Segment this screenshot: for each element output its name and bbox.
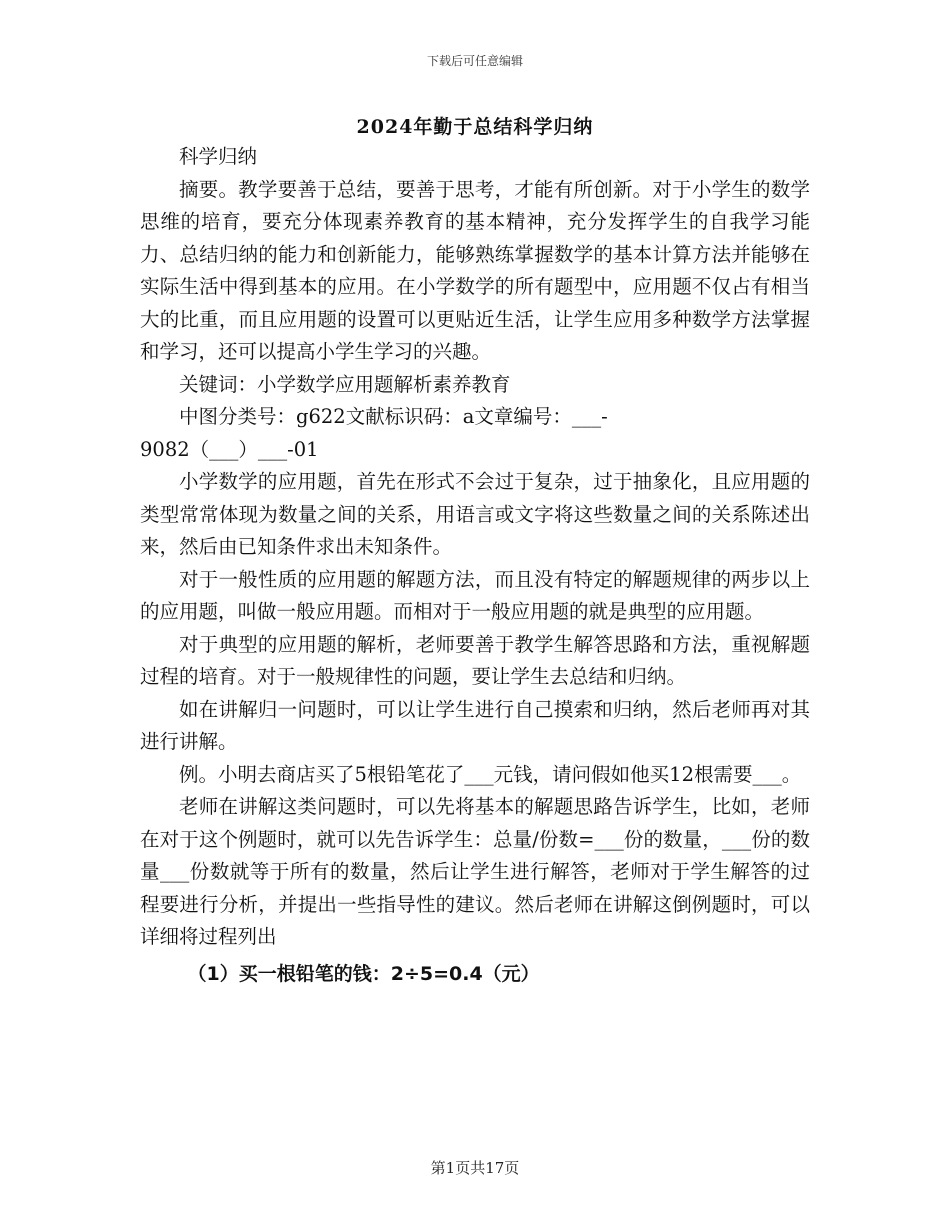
section-heading: 科学归纳 <box>179 145 258 168</box>
classification-line: 中图分类号：g622文献标识码：a文章编号：___- <box>179 405 608 428</box>
keywords-line: 关键词：小学数学应用题解析素养教育 <box>179 372 511 396</box>
body-paragraph: 老师在讲解这类问题时，可以先将基本的解题思路告诉学生，比如，老师在对于这个例题时，就可以先告诉学生：总量/份数=___份的数量，___份的数量___份数就等于所有的数量，然后让学生进行解答，老师对于学生解答的过程要进行分析，并提出一些指导性的建议。然后老师在讲解这倒例题时，可以详细将过程列出 <box>140 795 810 948</box>
document-title: 2024年勤于总结科学归纳 <box>356 116 594 138</box>
page-footer: 第1页共17页 <box>430 1159 520 1177</box>
example-paragraph: 例。小明去商店买了5根铅笔花了___元钱，请问假如他买12根需要___。 <box>179 762 802 786</box>
body-paragraph: 对于典型的应用题的解析，老师要善于教学生解答思路和方法，重视解题过程的培育。对于一般规律性的问题，要让学生去总结和归纳。 <box>140 632 810 688</box>
abstract-paragraph: 摘要。教学要善于总结，要善于思考，才能有所创新。对于小学生的数学思维的培育，要充分体现素养教育的基本精神，充分发挥学生的自我学习能力、总结归纳的能力和创新能力，能够熟练掌握数学的基本计算方法并能够在实际生活中得到基本的应用。在小学数学的所有题型中，应用题不仅占有相当大的比重，而且应用题的设置可以更贴近生活，让学生应用多种数学方法掌握和学习，还可以提高小学生学习的兴趣。 <box>140 177 810 363</box>
body-paragraph: 小学数学的应用题，首先在形式不会过于复杂，过于抽象化，且应用题的类型常常体现为数量之间的关系，用语言或文字将这些数量之间的关系陈述出来，然后由已知条件求出未知条件。 <box>140 470 810 558</box>
document-body <box>140 141 810 990</box>
body-paragraph: 如在讲解归一问题时，可以让学生进行自己摸索和归纳，然后老师再对其进行讲解。 <box>140 697 810 753</box>
article-number-line: 9082（___）___-01 <box>140 437 319 461</box>
solution-step: （1）买一根铅笔的钱：2÷5=0.4（元） <box>187 962 540 985</box>
page-header: 下载后可任意编辑 <box>426 54 523 68</box>
body-paragraph: 对于一般性质的应用题的解题方法，而且没有特定的解题规律的两步以上的应用题，叫做一般应用题。而相对于一般应用题的就是典型的应用题。 <box>140 567 810 623</box>
